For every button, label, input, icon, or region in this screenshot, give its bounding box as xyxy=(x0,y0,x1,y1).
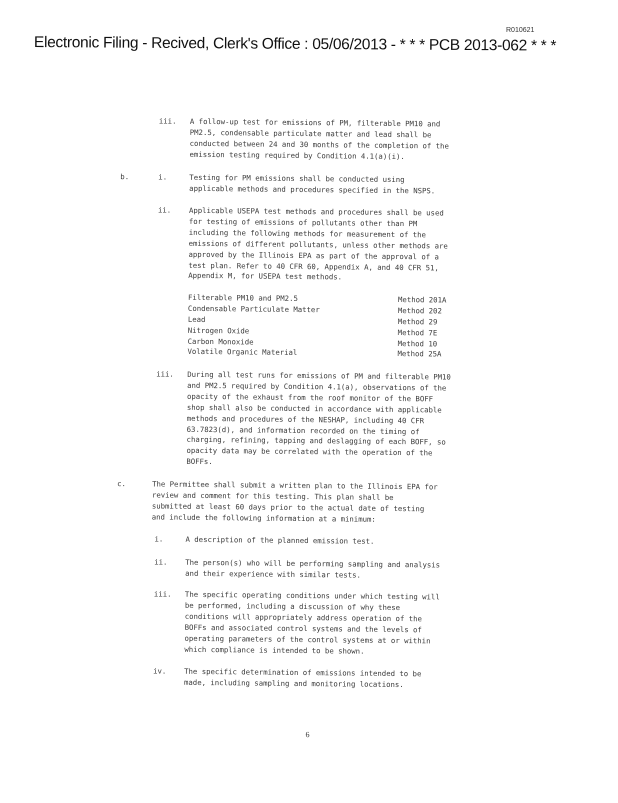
paragraph-c-ii xyxy=(185,558,440,582)
text-line: approved by the Illinois EPA as part of the approval of a xyxy=(188,249,447,263)
paragraph-c-iv xyxy=(184,667,421,691)
text-line: made, including sampling and monitoring locations. xyxy=(184,678,421,691)
text-line: conducted between 24 and 30 months of the completion of the xyxy=(190,139,449,153)
item-marker: i. xyxy=(158,173,167,184)
text-line: emission testing required by Condition 4.1(a)(i). xyxy=(190,150,449,164)
text-line: for testing of emissions of pollutants other than PM xyxy=(189,217,448,231)
item-marker: i. xyxy=(154,534,163,545)
pollutant-cell: Condensable Particulate Matter xyxy=(188,304,320,316)
text-line: test plan. Refer to 40 CFR 60, Appendix A, and 40 CFR 51, xyxy=(188,260,447,274)
text-line: Appendix M, for USEPA test methods. xyxy=(188,271,447,285)
item-marker: iii. xyxy=(159,117,177,128)
text-line: The specific operating conditions under which testing will xyxy=(185,590,440,604)
text-line: be performed, including a discussion of why these xyxy=(185,601,440,615)
item-marker: iv. xyxy=(153,666,166,677)
text-line: The specific determination of emissions intended to be xyxy=(184,667,421,680)
text-line: PM2.5, condensable particulate matter and lead shall be xyxy=(190,128,449,142)
item-marker: ii. xyxy=(154,557,167,568)
paragraph-b-iii xyxy=(186,370,451,471)
pollutant-cell: Carbon Monoxide xyxy=(188,336,254,348)
text-line: which compliance is intended to be shown. xyxy=(184,644,439,658)
method-cell: Method 25A xyxy=(397,349,441,360)
pollutant-cell: Filterable PM10 and PM2.5 xyxy=(188,293,298,305)
paragraph-b-ii xyxy=(188,206,448,285)
pollutant-cell: Nitrogen Oxide xyxy=(188,325,250,337)
section-marker: b. xyxy=(120,172,129,183)
corner-code: R010621 xyxy=(506,27,534,34)
text-line: methods and procedures of the NESHAP, including 40 CFR xyxy=(187,413,451,427)
item-marker: iii. xyxy=(156,369,174,380)
paragraph-a-iii xyxy=(190,117,450,163)
text-line: The person(s) who will be performing sampling and analysis xyxy=(185,558,440,572)
item-marker: ii. xyxy=(158,206,171,217)
paragraph-c-i xyxy=(185,535,374,548)
text-line: and PM2.5 required by Condition 4.1(a), observations of the xyxy=(187,381,451,395)
text-line: charging, refining, tapping and deslagging of each BOFF, so xyxy=(187,435,451,449)
text-line: opacity data may be correlated with the operation of the xyxy=(186,446,450,460)
text-line: applicable methods and procedures specified in the NSPS. xyxy=(189,184,435,197)
text-line: During all test runs for emissions of PM and filterable PM10 xyxy=(187,370,451,384)
text-line: shop shall also be conducted in accordance with applicable xyxy=(187,403,451,417)
page-number: 6 xyxy=(305,730,309,739)
text-line: A follow-up test for emissions of PM, filterable PM10 and xyxy=(190,117,449,131)
text-line: review and comment for this testing. This plan shall be xyxy=(152,490,438,504)
paragraph-c xyxy=(152,479,438,526)
text-line: The Permittee shall submit a written plan to the Illinois EPA for xyxy=(152,479,438,493)
text-line: 63.7823(d), and information recorded on the timing of xyxy=(187,424,451,438)
text-line: Testing for PM emissions shall be conducted using xyxy=(189,173,435,186)
method-cell: Method 201A xyxy=(398,295,446,306)
text-line: opacity of the exhaust from the roof monitor of the BOFF xyxy=(187,392,451,406)
text-line: operating parameters of the control systems at or within xyxy=(184,633,439,647)
text-line: A description of the planned emission test. xyxy=(185,535,374,548)
paragraph-c-iii xyxy=(184,590,439,658)
item-marker: iii. xyxy=(154,589,172,600)
text-line: emissions of different pollutants, unless other methods are xyxy=(189,239,448,253)
text-line: and include the following information at a minimum: xyxy=(152,512,438,526)
section-marker: c. xyxy=(117,479,126,490)
text-line: BOFFs. xyxy=(186,457,450,471)
text-line: BOFFs and associated control systems and the levels of xyxy=(185,623,440,637)
text-line: Applicable USEPA test methods and procedures shall be used xyxy=(189,206,448,220)
method-cell: Method 7E xyxy=(398,328,438,339)
text-line: including the following methods for measurement of the xyxy=(189,228,448,242)
text-line: conditions will appropriately address operation of the xyxy=(185,612,440,626)
text-line: and their experience with similar tests. xyxy=(185,569,440,583)
electronic-filing-header: Electronic Filing - Recived, Clerk's Office : 05/06/2013 - * * * PCB 2013-062 * * * xyxy=(34,34,556,56)
method-cell: Method 29 xyxy=(398,317,438,328)
paragraph-b-i xyxy=(189,173,435,197)
text-line: submitted at least 60 days prior to the actual date of testing xyxy=(152,501,438,515)
pollutant-cell: Volatile Organic Material xyxy=(187,347,297,359)
method-cell: Method 10 xyxy=(398,339,438,350)
test-methods-table xyxy=(187,293,188,358)
pollutant-cell: Lead xyxy=(188,315,206,326)
method-cell: Method 202 xyxy=(398,306,442,317)
